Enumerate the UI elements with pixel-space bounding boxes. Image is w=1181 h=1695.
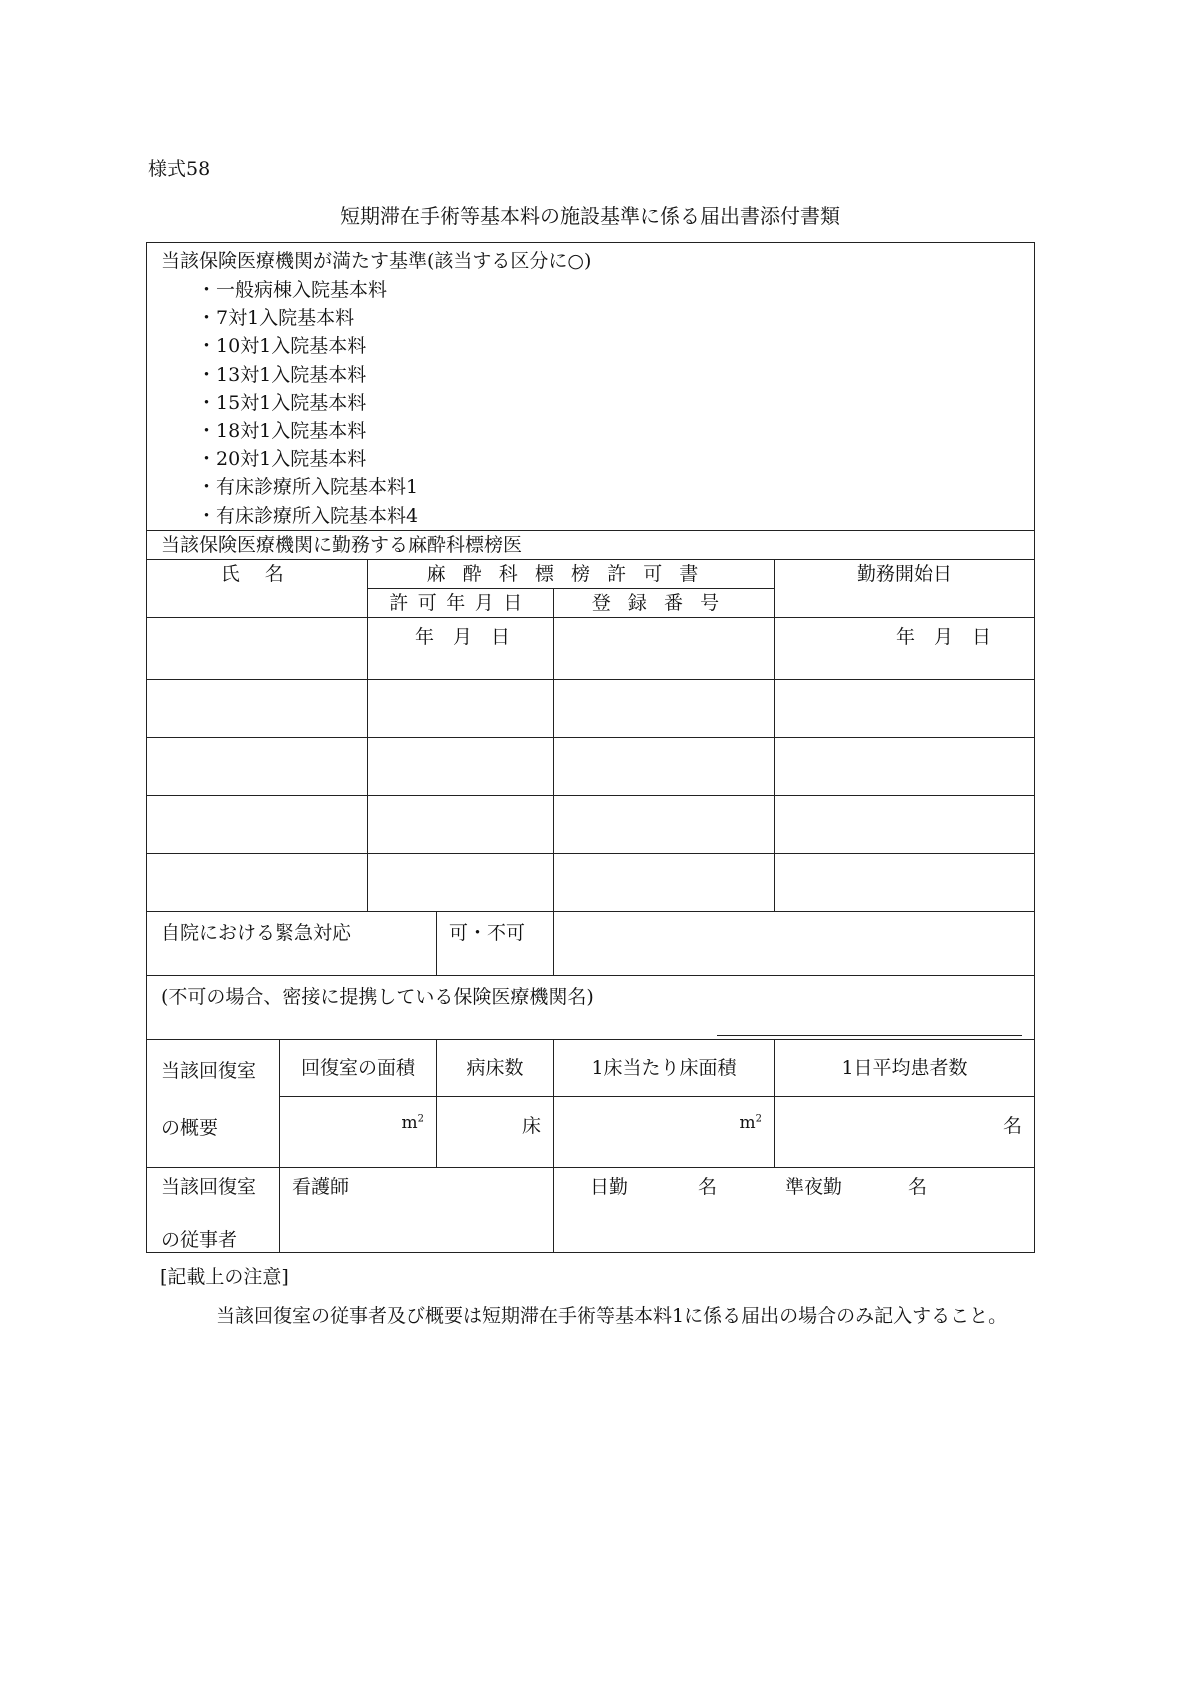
application-form-table [146, 242, 1035, 1253]
recovery-room-label-top: 当該回復室 [161, 1060, 257, 1082]
criteria-list [161, 276, 1020, 530]
column-header-name: 氏 名 [147, 560, 368, 618]
criteria-item[interactable]: ・有床診療所入院基本料1 [197, 476, 419, 499]
column-header-beds: 病床数 [437, 1040, 554, 1097]
start-date-field[interactable] [775, 680, 1035, 738]
recovery-staff-label [147, 1168, 280, 1253]
semi-night-shift-label: 準夜勤 [785, 1176, 843, 1198]
table-row [147, 738, 1035, 796]
day-shift-label: 日勤 [590, 1176, 629, 1198]
name-field[interactable] [147, 680, 368, 738]
area-unit-exponent: 2 [755, 1113, 762, 1125]
criteria-item[interactable]: ・10対1入院基本料 [197, 335, 367, 358]
partner-institution-field[interactable] [147, 976, 1035, 1040]
registration-number-field[interactable] [554, 738, 775, 796]
start-date-field[interactable] [775, 854, 1035, 912]
name-field[interactable] [147, 618, 368, 680]
criteria-item[interactable]: ・15対1入院基本料 [197, 391, 367, 414]
column-header-room-area: 回復室の面積 [280, 1040, 437, 1097]
area-unit-exponent: 2 [417, 1113, 424, 1125]
emergency-label: 自院における緊急対応 [147, 912, 437, 976]
shift-count-field[interactable] [554, 1168, 1035, 1253]
column-header-area-per-bed: 1床当たり床面積 [554, 1040, 775, 1097]
registration-number-field[interactable] [554, 680, 775, 738]
permit-date-field[interactable] [368, 796, 554, 854]
partner-institution-label: (不可の場合、密接に提携している保険医療機関名) [161, 986, 594, 1008]
column-header-permit-date: 許可年月日 [368, 589, 554, 618]
table-row [147, 680, 1035, 738]
registration-number-field[interactable] [554, 796, 775, 854]
permit-date-field[interactable] [368, 738, 554, 796]
column-header-daily-patients: 1日平均患者数 [775, 1040, 1035, 1097]
table-row [147, 854, 1035, 912]
criteria-item[interactable]: ・一般病棟入院基本料 [197, 279, 388, 301]
recovery-room-label [147, 1040, 280, 1168]
name-field[interactable] [147, 738, 368, 796]
notes-text: 当該回復室の従事者及び概要は短期滞在手術等基本料1に係る届出の場合のみ記入すること。 [216, 1305, 1008, 1327]
partner-institution-underline [717, 1035, 1022, 1036]
start-date-field[interactable]: 年月日 [775, 618, 1035, 680]
nurse-field[interactable]: 看護師 [280, 1168, 554, 1253]
room-area-field[interactable] [280, 1097, 437, 1168]
anesthesiologist-heading: 当該保険医療機関に勤務する麻酔科標榜医 [147, 531, 1035, 560]
day-shift-unit: 名 [698, 1176, 718, 1198]
table-row [147, 796, 1035, 854]
permit-date-field[interactable] [368, 680, 554, 738]
registration-number-field[interactable] [554, 618, 775, 680]
name-field[interactable] [147, 796, 368, 854]
registration-number-field[interactable] [554, 854, 775, 912]
document-title: 短期滞在手術等基本料の施設基準に係る届出書添付書類 [340, 204, 840, 228]
name-field[interactable] [147, 854, 368, 912]
daily-patients-field[interactable]: 名 [775, 1097, 1035, 1168]
area-unit: m [739, 1113, 756, 1133]
criteria-item[interactable]: ・13対1入院基本料 [197, 363, 367, 386]
permit-date-field[interactable]: 年月日 [368, 618, 554, 680]
start-date-field[interactable] [775, 738, 1035, 796]
permit-date-field[interactable] [368, 854, 554, 912]
recovery-staff-label-bottom: の従事者 [161, 1229, 238, 1251]
criteria-cell [147, 243, 1035, 531]
form-number: 様式58 [148, 158, 211, 180]
recovery-staff-label-top: 当該回復室 [161, 1176, 257, 1198]
start-date-field[interactable] [775, 796, 1035, 854]
beds-field[interactable]: 床 [437, 1097, 554, 1168]
criteria-item[interactable]: ・18対1入院基本料 [197, 420, 367, 443]
criteria-item[interactable]: ・20対1入院基本料 [197, 448, 367, 471]
column-header-registration-number: 登録番号 [554, 589, 775, 618]
semi-night-shift-unit: 名 [908, 1176, 928, 1198]
area-per-bed-field[interactable] [554, 1097, 775, 1168]
emergency-note-field[interactable] [554, 912, 1035, 976]
emergency-options[interactable]: 可・不可 [437, 912, 554, 976]
column-header-license: 麻酔科標榜許可書 [368, 560, 775, 589]
notes-heading: [記載上の注意] [160, 1266, 289, 1288]
recovery-room-label-bottom: の概要 [161, 1117, 219, 1139]
column-header-start-date: 勤務開始日 [775, 560, 1035, 618]
criteria-item[interactable]: ・7対1入院基本料 [197, 307, 355, 330]
area-unit: m [401, 1113, 418, 1133]
criteria-heading: 当該保険医療機関が満たす基準(該当する区分に○) [161, 250, 592, 272]
table-row [147, 618, 1035, 680]
criteria-item[interactable]: ・有床診療所入院基本料4 [197, 504, 419, 527]
